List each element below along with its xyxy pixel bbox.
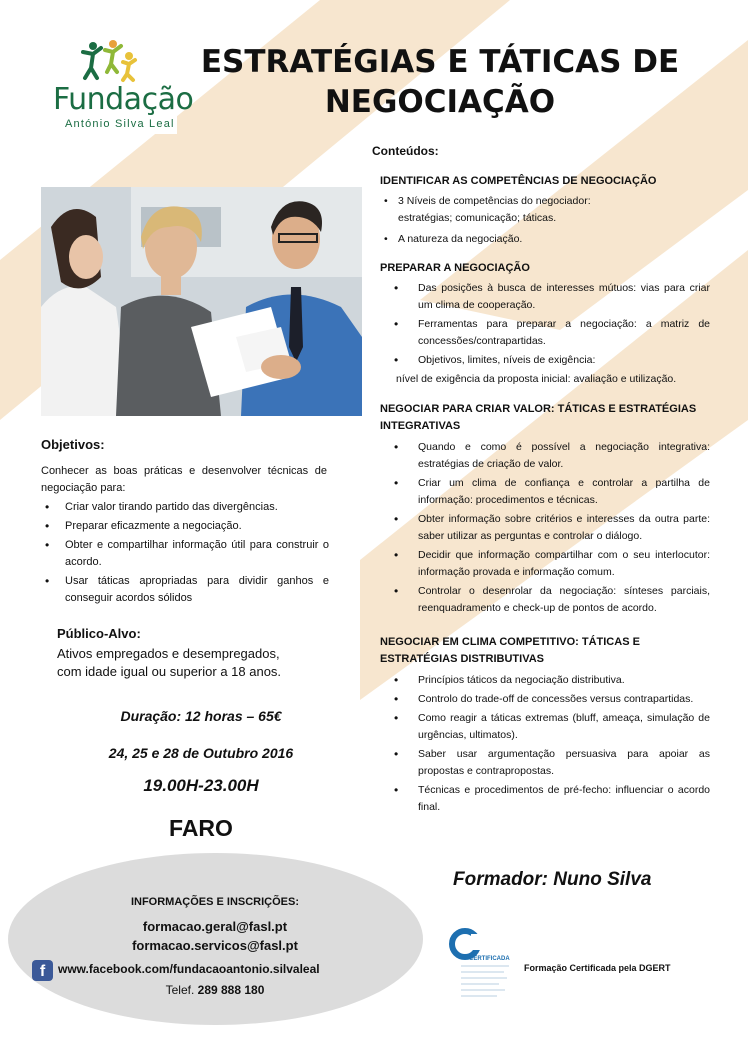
section-1-item-1: 3 Níveis de competências do negociador:: [398, 195, 591, 207]
section-2-title: PREPARAR A NEGOCIAÇÃO: [380, 262, 530, 274]
list-item: • Usar táticas apropriadas para dividir ganhos e conseguir acordos sólidos: [41, 573, 329, 607]
horario: 19.00H-23.00H: [143, 776, 259, 795]
certification-logo: [449, 922, 519, 1022]
list-item: • Ferramentas para preparar a negociação: a matriz de concessões/contrapartidas.: [380, 316, 710, 350]
formador: Formador: Nuno Silva: [453, 869, 652, 890]
conteudos-heading: Conteúdos:: [372, 144, 439, 158]
list-item: • Criar um clima de confiança e controlar a partilha de informação: procedimentos e técnicas.: [380, 475, 710, 509]
datas: 24, 25 e 28 de Outubro 2016: [108, 745, 294, 761]
local: FARO: [169, 815, 233, 841]
info-heading: INFORMAÇÕES E INSCRIÇÕES:: [130, 896, 300, 908]
telephone-number: 289 888 180: [197, 983, 265, 997]
list-item: • Como reagir a táticas extremas (bluff, ameaça, simulação de urgências, ultimatos).: [380, 710, 710, 744]
logo: [47, 32, 194, 134]
title-line-1: ESTRATÉGIAS E TÁTICAS DE: [200, 44, 680, 80]
logo-name: Fundação: [53, 82, 194, 117]
page-title: [200, 42, 680, 122]
meeting-photo-illustration: [41, 187, 362, 416]
facebook-icon: f: [32, 960, 53, 981]
list-item: • Princípios táticos da negociação distributiva.: [380, 672, 710, 689]
list-item: • Criar valor tirando partido das divergências.: [41, 499, 329, 516]
section-1-item-2: A natureza da negociação.: [398, 233, 523, 245]
facebook-link[interactable]: www.facebook.com/fundacaoantonio.silvaleal: [58, 962, 320, 976]
publico-line-1: Ativos empregados e desempregados,: [57, 646, 280, 661]
cert-logo-text: CERTIFICADA: [469, 956, 510, 962]
section-3-title: NEGOCIAR PARA CRIAR VALOR: TÁTICAS E ESTRATÉGIAS INTEGRATIVAS: [380, 403, 697, 432]
objetivos-list: [41, 499, 329, 609]
list-item: • Preparar eficazmente a negociação.: [41, 518, 329, 535]
section-2-list: [380, 280, 710, 371]
title-line-2: NEGOCIAÇÃO: [324, 84, 556, 120]
telephone: [0, 983, 430, 997]
email-1-link[interactable]: formacao.geral@fasl.pt: [142, 919, 288, 934]
section-3-list: [380, 439, 710, 619]
section-1-item-1-cont: estratégias; comunicação; táticas.: [398, 212, 557, 224]
list-item: • Saber usar argumentação persuasiva para apoiar as propostas e contrapropostas.: [380, 746, 710, 780]
objetivos-heading: Objetivos:: [41, 437, 105, 452]
section-1-content: • 3 Níveis de competências do negociador: estratégias; comunicação; táticas. • A natureza da negociação.: [380, 193, 710, 248]
list-item: • Controlo do trade-off de concessões versus contrapartidas.: [380, 691, 710, 708]
list-item: • Decidir que informação compartilhar com o seu interlocutor: informação provada e informação comum.: [380, 547, 710, 581]
list-item: • Obter e compartilhar informação útil para construir o acordo.: [41, 537, 329, 571]
publico-heading: Público-Alvo:: [57, 626, 141, 641]
people-logo-icon: [79, 38, 139, 84]
section-2-cont: nível de exigência da proposta inicial: avaliação e utilização.: [396, 373, 677, 385]
email-2-link[interactable]: formacao.servicos@fasl.pt: [132, 938, 298, 953]
logo-subtitle: António Silva Leal: [65, 118, 175, 130]
objetivos-intro: Conhecer as boas práticas e desenvolver técnicas de negociação para:: [41, 465, 327, 494]
telephone-label: Telef.: [165, 983, 195, 997]
section-1-title: IDENTIFICAR AS COMPETÊNCIAS DE NEGOCIAÇÃO: [380, 175, 657, 187]
list-item: • Obter informação sobre critérios e interesses da outra parte: saber utilizar as perguntas e controlar o diálogo.: [380, 511, 710, 545]
duracao: Duração: 12 horas – 65€: [120, 708, 282, 724]
section-4-title: NEGOCIAR EM CLIMA COMPETITIVO: TÁTICAS E ESTRATÉGIAS DISTRIBUTIVAS: [380, 636, 640, 665]
list-item: • Quando e como é possível a negociação integrativa: estratégias de criação de valor.: [380, 439, 710, 473]
certified-badge-icon: [449, 922, 519, 1022]
business-meeting-photo: [41, 187, 362, 416]
list-item: • Controlar o desenrolar da negociação: sínteses parciais, reenquadramento e check-up de pontos de acordo.: [380, 583, 710, 617]
list-item: • Técnicas e procedimentos de pré-fecho: influenciar o acordo final.: [380, 782, 710, 816]
list-item: • Das posições à busca de interesses mútuos: vias para criar um clima de cooperação.: [380, 280, 710, 314]
publico-line-2: com idade igual ou superior a 18 anos.: [57, 664, 282, 679]
section-4-list: [380, 672, 710, 818]
list-item: • Objetivos, limites, níveis de exigência:: [380, 352, 710, 369]
certification-text: Formação Certificada pela DGERT: [524, 963, 671, 973]
